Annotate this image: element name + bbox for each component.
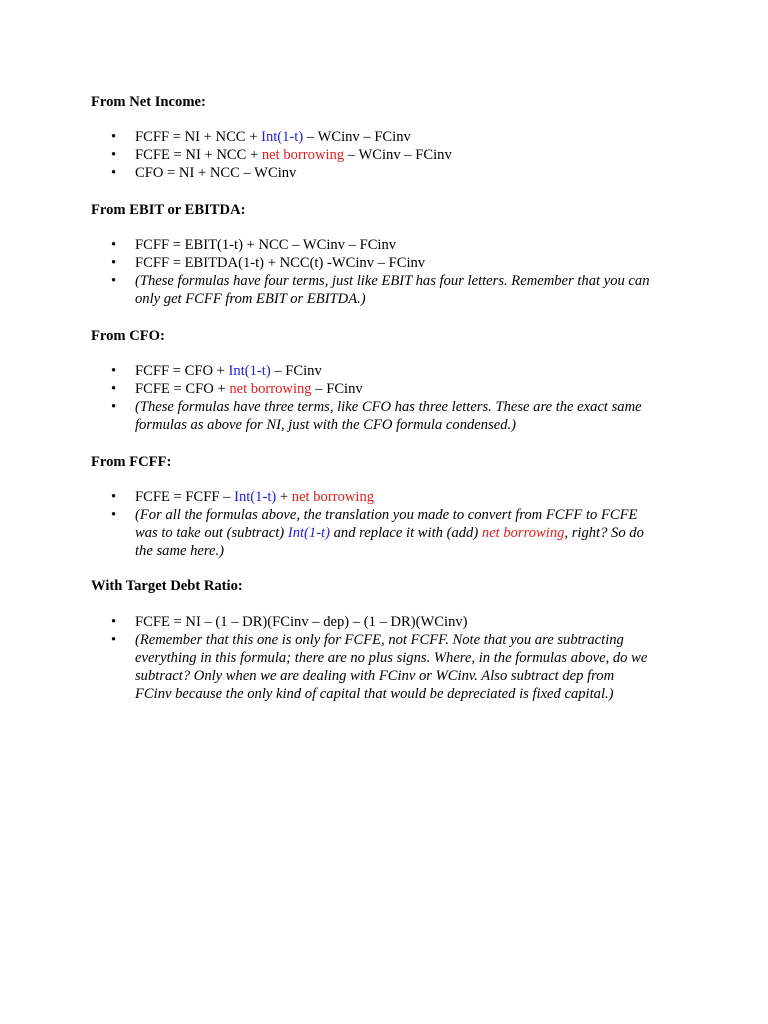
- formula-list-cfo: [91, 362, 691, 434]
- red-text-run: net borrowing: [291, 489, 375, 505]
- red-text-run: net borrowing: [229, 381, 312, 397]
- list-item: [91, 164, 691, 182]
- text-run: FCFE = NI – (1 – DR)(FCinv – dep) – (1 – DR)(WCinv): [135, 614, 468, 630]
- section-heading-cfo: From CFO:: [91, 328, 165, 344]
- text-run: everything in this formula; there are no plus signs. Where, in the formulas above, do we: [135, 650, 648, 666]
- list-item: [91, 380, 691, 398]
- text-run: FCFE = FCFF –: [135, 489, 235, 505]
- text-run: – WCinv – FCinv: [344, 147, 452, 163]
- list-item: [91, 146, 691, 164]
- blue-text-run: Int(1-t): [234, 489, 277, 505]
- text-run: FCFF = EBITDA(1-t) + NCC(t) -WCinv – FCinv: [135, 255, 426, 271]
- formula-list-fcff: [91, 488, 691, 560]
- text-run: FCFF = EBIT(1-t) + NCC – WCinv – FCinv: [135, 237, 397, 253]
- text-run: (Remember that this one is only for FCFE, not FCFF. Note that you are subtracting: [135, 632, 624, 648]
- text-run: subtract? Only when we are dealing with FCinv or WCinv. Also subtract dep from: [135, 668, 615, 684]
- text-run: (These formulas have four terms, just like EBIT has four letters. Remember that you can: [135, 273, 650, 289]
- list-item: [91, 488, 691, 506]
- text-run: FCFF = NI + NCC +: [135, 129, 262, 145]
- list-item: [91, 613, 691, 631]
- text-run: (These formulas have three terms, like CFO has three letters. These are the exact same: [135, 399, 642, 415]
- red-text-run: net borrowing: [261, 147, 345, 163]
- text-run: CFO = NI + NCC – WCinv: [135, 165, 297, 181]
- text-run: formulas as above for NI, just with the CFO formula condensed.): [135, 417, 517, 433]
- blue-text-run: Int(1-t): [228, 363, 271, 379]
- section-heading-target-debt-ratio: With Target Debt Ratio:: [91, 578, 243, 594]
- list-item: [91, 506, 691, 560]
- text-run: – WCinv – FCinv: [303, 129, 411, 145]
- text-run: and replace it with (add): [329, 525, 482, 541]
- text-run: +: [276, 489, 292, 505]
- list-item: [91, 128, 691, 146]
- formula-list-target-debt-ratio: [91, 613, 691, 703]
- section-heading-net-income: From Net Income:: [91, 94, 206, 110]
- text-run: – FCinv: [311, 381, 363, 397]
- text-run: – FCinv: [270, 363, 322, 379]
- formula-list-net-income: [91, 128, 691, 182]
- blue-text-run: Int(1-t): [287, 525, 330, 541]
- list-item: [91, 272, 691, 308]
- text-run: only get FCFF from EBIT or EBITDA.): [135, 291, 366, 307]
- red-text-run: net borrowing: [481, 525, 565, 541]
- list-item: [91, 236, 691, 254]
- list-item: [91, 398, 691, 434]
- text-run: FCinv because the only kind of capital that would be depreciated is fixed capital.): [135, 686, 614, 702]
- section-heading-ebit: From EBIT or EBITDA:: [91, 202, 246, 218]
- formula-list-ebit: [91, 236, 691, 308]
- list-item: [91, 362, 691, 380]
- list-item: [91, 254, 691, 272]
- section-heading-fcff: From FCFF:: [91, 454, 172, 470]
- text-run: , right? So do: [564, 525, 644, 541]
- text-run: FCFE = NI + NCC +: [135, 147, 262, 163]
- blue-text-run: Int(1-t): [261, 129, 304, 145]
- text-run: FCFF = CFO +: [135, 363, 229, 379]
- text-run: the same here.): [135, 543, 225, 559]
- list-item: [91, 631, 691, 703]
- text-run: (For all the formulas above, the translation you made to convert from FCFF to FCFE: [135, 507, 638, 523]
- text-run: FCFE = CFO +: [135, 381, 230, 397]
- text-run: was to take out (subtract): [135, 525, 288, 541]
